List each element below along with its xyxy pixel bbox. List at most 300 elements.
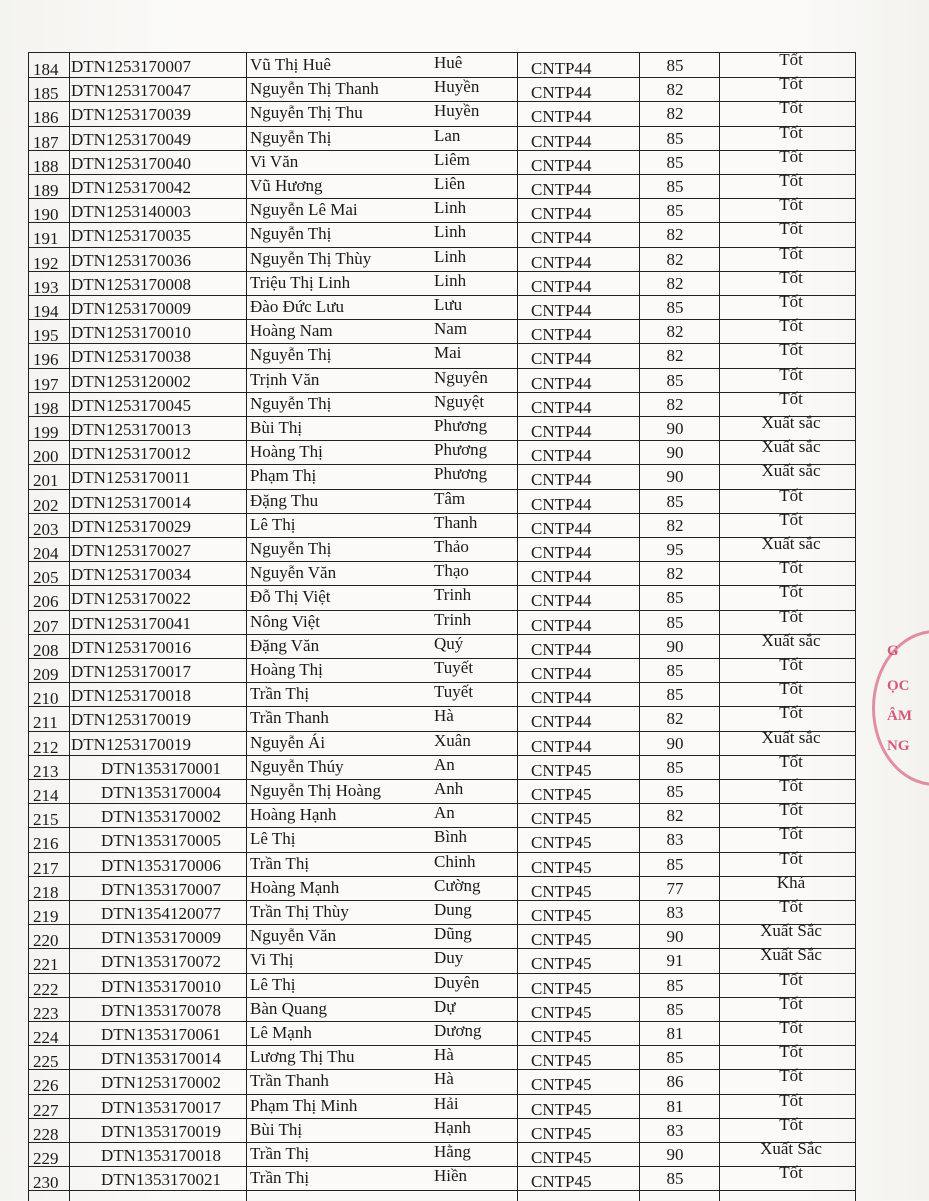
row-number: 200 — [33, 447, 59, 467]
student-given-name: Nguyên — [434, 367, 488, 387]
student-given-name: Anh — [434, 779, 464, 798]
rating: Xuất Sắc — [760, 921, 822, 941]
score: 82 — [666, 322, 684, 342]
rating: Tốt — [779, 848, 803, 868]
row-number: 223 — [33, 1003, 59, 1023]
score: 85 — [666, 201, 684, 221]
student-given-name: Mai — [434, 343, 462, 363]
score: 85 — [666, 999, 684, 1019]
class-name: CNTP45 — [531, 833, 592, 853]
row-number: 212 — [33, 737, 59, 757]
student-surname: Trần Thị — [250, 853, 310, 873]
row-number: 195 — [33, 326, 59, 346]
score: 82 — [666, 394, 684, 414]
row-number: 229 — [33, 1149, 59, 1168]
student-code: DTN1253170038 — [71, 347, 191, 367]
student-surname: Hoàng Nam — [250, 321, 333, 341]
row-number: 218 — [33, 882, 59, 902]
student-given-name: Linh — [434, 246, 467, 266]
score: 83 — [666, 903, 684, 922]
student-code: DTN1253170035 — [71, 226, 191, 246]
student-surname: Vũ Hương — [250, 176, 323, 195]
student-given-name: Quý — [434, 633, 464, 653]
table-row — [29, 146, 855, 176]
student-code: DTN1353170005 — [101, 831, 221, 851]
student-surname: Đào Đức Lưu — [250, 297, 344, 316]
student-surname: Nguyễn Thị — [250, 539, 332, 558]
student-surname: Nguyễn Thị — [250, 224, 332, 244]
student-code: DTN1253170018 — [71, 686, 191, 706]
student-given-name: Nguyệt — [434, 391, 485, 411]
student-given-name: Huê — [434, 53, 463, 72]
score: 77 — [666, 878, 684, 898]
student-surname: Nguyễn Thúy — [250, 756, 344, 776]
student-given-name: Huyền — [434, 77, 480, 97]
table-row — [29, 1018, 855, 1047]
score: 81 — [666, 1096, 684, 1116]
rating: Tốt — [779, 1042, 803, 1062]
rating: Tốt — [779, 98, 803, 118]
class-name: CNTP44 — [531, 494, 592, 514]
student-code: DTN1253170036 — [71, 250, 191, 270]
rating: Tốt — [779, 679, 803, 699]
rating: Xuất sắc — [761, 461, 821, 481]
class-name: CNTP44 — [531, 567, 592, 587]
rating: Tốt — [779, 776, 803, 795]
student-given-name: Dương — [434, 1021, 482, 1040]
score: 85 — [666, 612, 684, 632]
table-row — [29, 1163, 855, 1193]
score: 86 — [666, 1072, 684, 1092]
student-code: DTN1253170010 — [71, 323, 191, 343]
table-row — [29, 679, 855, 709]
rating: Tốt — [779, 219, 803, 239]
student-surname: Phạm Thị Minh — [250, 1095, 358, 1115]
row-number: 216 — [33, 834, 59, 854]
score: 83 — [666, 1120, 684, 1140]
class-name: CNTP44 — [531, 131, 592, 151]
table-row — [29, 171, 855, 200]
table-row — [29, 1090, 855, 1120]
student-surname: Phạm Thị — [250, 466, 317, 486]
score: 85 — [666, 128, 684, 148]
student-surname: Hoàng Thị — [250, 660, 323, 679]
rating: Tốt — [779, 74, 803, 94]
table-row — [29, 437, 855, 467]
class-name: CNTP44 — [531, 639, 592, 659]
student-surname: Lê Thị — [250, 514, 296, 534]
row-number: 203 — [33, 519, 59, 539]
student-code: DTN1253170011 — [71, 468, 191, 488]
student-surname: Nguyễn Lê Mai — [250, 200, 358, 220]
table-row — [29, 776, 855, 805]
student-code: DTN1253170012 — [71, 444, 191, 464]
student-code: DTN1353170078 — [101, 1000, 221, 1020]
student-given-name: Lưu — [434, 295, 463, 314]
student-code: DTN1253170014 — [71, 492, 191, 512]
rating: Xuất Sắc — [760, 1139, 822, 1158]
student-given-name: Linh — [434, 222, 467, 242]
table-row — [29, 509, 855, 539]
rating: Tốt — [779, 52, 803, 69]
student-code: DTN1253170007 — [71, 57, 191, 76]
class-name: CNTP44 — [531, 325, 592, 345]
row-number: 221 — [33, 955, 59, 975]
student-code: DTN1253170042 — [71, 178, 191, 197]
student-surname: Hoàng Thị — [250, 442, 323, 462]
student-given-name: Huyền — [434, 101, 480, 121]
student-code: DTN1253170045 — [71, 395, 191, 415]
row-number: 219 — [33, 907, 59, 926]
rating: Xuất Sắc — [760, 945, 822, 965]
student-given-name: Duyên — [434, 972, 480, 992]
student-given-name: Xuân — [434, 730, 471, 750]
score: 90 — [666, 636, 684, 656]
table-row — [29, 461, 855, 491]
row-number: 194 — [33, 302, 59, 321]
score: 83 — [666, 830, 684, 850]
table-row — [29, 413, 855, 442]
row-number: 199 — [33, 423, 59, 442]
rating: Tốt — [779, 655, 803, 674]
table-row — [29, 1114, 855, 1144]
rating: Xuất sắc — [761, 534, 821, 553]
student-given-name: Thạo — [434, 561, 469, 581]
student-surname: Nguyễn Thị Hoàng — [250, 781, 381, 800]
score: 90 — [666, 467, 684, 487]
row-number: 209 — [33, 665, 59, 684]
class-name: CNTP44 — [531, 252, 592, 272]
student-surname: Lê Mạnh — [250, 1023, 312, 1042]
rating: Tốt — [779, 993, 803, 1013]
student-given-name: Hà — [434, 1069, 454, 1089]
student-code: DTN1353170017 — [101, 1097, 221, 1117]
score: 85 — [666, 56, 684, 75]
student-surname: Hoàng Hạnh — [250, 805, 337, 825]
table-row — [29, 872, 855, 902]
score: 90 — [666, 419, 684, 438]
student-given-name: Lan — [434, 125, 461, 145]
class-name: CNTP44 — [531, 301, 592, 320]
rating: Tốt — [779, 388, 803, 408]
class-name: CNTP45 — [531, 1027, 592, 1046]
row-number: 208 — [33, 640, 59, 660]
student-given-name: Dung — [434, 900, 472, 919]
rating: Tốt — [779, 969, 803, 989]
score: 90 — [666, 1145, 684, 1164]
student-surname: Đặng Văn — [250, 635, 320, 655]
table-row — [29, 703, 855, 733]
row-number: 189 — [33, 181, 59, 200]
student-given-name: Phương — [434, 464, 488, 484]
row-number: 197 — [33, 374, 59, 394]
score: 85 — [666, 854, 684, 874]
student-code: DTN1253170019 — [71, 710, 191, 730]
class-name: CNTP44 — [531, 373, 592, 393]
class-name: CNTP45 — [531, 1051, 592, 1071]
class-name: CNTP45 — [531, 954, 592, 974]
student-code: DTN1253170049 — [71, 129, 191, 149]
rating: Tốt — [779, 316, 803, 336]
table-row — [29, 655, 855, 684]
row-number: 220 — [33, 931, 59, 951]
student-surname: Hoàng Mạnh — [250, 877, 340, 897]
class-name: CNTP44 — [531, 470, 592, 490]
class-name: CNTP44 — [531, 712, 592, 732]
class-name: CNTP44 — [531, 59, 592, 78]
table-row — [29, 243, 855, 273]
student-code: DTN1253170029 — [71, 516, 191, 536]
table-row — [29, 195, 855, 225]
student-surname: Nguyễn Thị — [250, 393, 332, 413]
score: 90 — [666, 443, 684, 463]
student-code: DTN1353170004 — [101, 783, 221, 802]
rating: Xuất sắc — [761, 413, 821, 432]
class-name: CNTP45 — [531, 1123, 592, 1143]
score: 82 — [666, 104, 684, 124]
student-code: DTN1253170019 — [71, 734, 191, 754]
row-number: 187 — [33, 132, 59, 152]
student-code: DTN1253170034 — [71, 565, 191, 585]
row-number: 204 — [33, 544, 59, 563]
student-code: DTN1353170061 — [101, 1025, 221, 1044]
class-name: CNTP44 — [531, 397, 592, 417]
student-surname: Trần Thị — [250, 1144, 310, 1163]
row-number: 201 — [33, 471, 59, 491]
row-number: 225 — [33, 1052, 59, 1072]
student-given-name: Trinh — [434, 585, 472, 605]
student-given-name: Hải — [434, 1093, 459, 1113]
student-surname: Nguyễn Thị — [250, 127, 332, 147]
student-given-name: Linh — [434, 270, 467, 290]
row-number: 215 — [33, 810, 59, 830]
rating: Tốt — [779, 897, 803, 916]
student-surname: Trần Thanh — [250, 1071, 329, 1091]
rating: Tốt — [779, 1163, 803, 1183]
class-name: CNTP45 — [531, 1099, 592, 1119]
class-name: CNTP45 — [531, 785, 592, 804]
row-number: 190 — [33, 205, 59, 225]
rating: Tốt — [779, 751, 803, 771]
rating: Tốt — [779, 267, 803, 287]
class-name: CNTP44 — [531, 736, 592, 756]
score: 85 — [666, 661, 684, 680]
class-name: CNTP44 — [531, 276, 592, 296]
student-code: DTN1253120002 — [71, 371, 191, 391]
rating: Khá — [776, 872, 806, 892]
rating: Xuất sắc — [761, 437, 821, 457]
rating: Tốt — [779, 1066, 803, 1086]
row-number: 192 — [33, 253, 59, 273]
student-code: DTN1353170072 — [101, 952, 221, 972]
rating: Tốt — [779, 292, 803, 311]
class-name: CNTP44 — [531, 204, 592, 224]
student-code: DTN1353170021 — [101, 1170, 221, 1190]
table-row — [29, 98, 855, 128]
rating: Tốt — [779, 582, 803, 602]
student-given-name: Cường — [434, 875, 481, 895]
score: 95 — [666, 540, 684, 559]
class-name: CNTP45 — [531, 978, 592, 998]
class-name: CNTP44 — [531, 591, 592, 611]
student-surname: Vũ Thị Huê — [250, 55, 331, 74]
student-given-name: Hà — [434, 1045, 454, 1065]
table-row — [29, 340, 855, 370]
student-given-name: Dự — [434, 996, 456, 1016]
class-name: CNTP44 — [531, 155, 592, 175]
class-name: CNTP45 — [531, 1002, 592, 1022]
score: 85 — [666, 975, 684, 995]
student-code: DTN1354120077 — [101, 904, 221, 923]
student-code: DTN1353170019 — [101, 1121, 221, 1141]
student-given-name: Hiền — [434, 1166, 468, 1186]
student-surname: Bàn Quang — [250, 998, 327, 1018]
class-name: CNTP44 — [531, 83, 592, 103]
table-row — [29, 824, 855, 854]
rating: Tốt — [779, 195, 803, 215]
rating: Tốt — [779, 146, 803, 166]
class-name: CNTP44 — [531, 422, 592, 441]
class-name: CNTP45 — [531, 1148, 592, 1167]
student-code: DTN1253170047 — [71, 81, 191, 101]
row-number: 191 — [33, 229, 59, 249]
student-given-name: An — [434, 803, 455, 823]
table-row — [29, 292, 855, 321]
table-row — [29, 921, 855, 951]
student-surname: Bùi Thị — [250, 418, 303, 437]
student-code: DTN1353170006 — [101, 855, 221, 875]
class-name: CNTP45 — [531, 809, 592, 829]
rating: Tốt — [779, 703, 803, 723]
student-given-name: Liêm — [434, 149, 470, 169]
row-number: 193 — [33, 277, 59, 297]
student-surname: Trần Thị — [250, 1168, 310, 1188]
table-row — [29, 1042, 855, 1072]
class-name: CNTP44 — [531, 518, 592, 538]
table-row — [29, 800, 855, 830]
row-number: 224 — [33, 1028, 59, 1047]
table-row — [29, 630, 855, 660]
student-given-name: Bình — [434, 827, 468, 847]
score: 82 — [666, 564, 684, 584]
student-given-name: Phương — [434, 416, 488, 435]
score: 82 — [666, 80, 684, 100]
row-number: 202 — [33, 495, 59, 515]
class-name: CNTP45 — [531, 1172, 592, 1192]
student-given-name: Phương — [434, 440, 488, 460]
student-given-name: Liên — [434, 174, 466, 193]
student-surname: Vi Văn — [250, 151, 299, 171]
student-given-name: Tuyết — [434, 658, 474, 677]
score: 85 — [666, 298, 684, 317]
student-code: DTN1353170001 — [101, 758, 221, 778]
row-number: 228 — [33, 1124, 59, 1144]
student-surname: Nguyễn Thị Thùy — [250, 248, 372, 268]
class-name: CNTP45 — [531, 930, 592, 950]
rating: Tốt — [779, 509, 803, 529]
student-code: DTN1253170039 — [71, 105, 191, 125]
student-surname: Nguyễn Ái — [250, 732, 326, 752]
student-code: DTN1253170022 — [71, 589, 191, 609]
student-surname: Bùi Thị — [250, 1119, 303, 1139]
score: 85 — [666, 1048, 684, 1068]
student-surname: Nguyễn Văn — [250, 563, 337, 583]
red-seal-stamp: G ỌC ÂM NG — [872, 630, 929, 786]
rating: Tốt — [779, 558, 803, 578]
class-name: CNTP45 — [531, 857, 592, 877]
student-surname: Nguyễn Thị — [250, 345, 332, 365]
table-row — [29, 122, 855, 152]
student-surname: Trần Thị — [250, 684, 310, 704]
student-code: DTN1353170009 — [101, 928, 221, 948]
class-name: CNTP44 — [531, 446, 592, 466]
score: 82 — [666, 249, 684, 269]
score: 85 — [666, 782, 684, 801]
row-number: 227 — [33, 1100, 59, 1120]
table-row — [29, 364, 855, 394]
score: 82 — [666, 515, 684, 535]
student-surname: Nguyễn Thị Thanh — [250, 79, 379, 99]
table-row — [29, 582, 855, 612]
row-number: 214 — [33, 786, 59, 805]
student-code: DTN1253170002 — [101, 1073, 221, 1093]
student-code: DTN1353170007 — [101, 879, 221, 899]
student-code: DTN1253170016 — [71, 637, 191, 657]
score: 85 — [666, 757, 684, 777]
rating: Xuất sắc — [761, 630, 821, 650]
student-given-name: Hạnh — [434, 1117, 471, 1137]
row-number: 217 — [33, 858, 59, 878]
student-surname: Nguyễn Văn — [250, 926, 337, 946]
class-name: CNTP45 — [531, 1075, 592, 1095]
score: 82 — [666, 709, 684, 729]
table-row — [29, 388, 855, 418]
student-code: DTN1253170027 — [71, 541, 191, 560]
row-number: 186 — [33, 108, 59, 128]
score: 85 — [666, 177, 684, 196]
table-row — [29, 727, 855, 757]
row-number: 205 — [33, 568, 59, 588]
student-code: DTN1253170017 — [71, 662, 191, 681]
student-surname: Triệu Thị Linh — [250, 272, 351, 292]
score: 85 — [666, 685, 684, 705]
student-given-name: Tuyết — [434, 682, 474, 702]
table-row — [29, 1139, 855, 1168]
student-surname: Trịnh Văn — [250, 369, 320, 389]
rating: Tốt — [779, 1114, 803, 1134]
row-number: 207 — [33, 616, 59, 636]
student-results-table — [28, 52, 856, 1201]
student-surname: Lương Thị Thu — [250, 1047, 355, 1067]
row-number: 185 — [33, 84, 59, 104]
score: 85 — [666, 152, 684, 172]
table-row — [29, 485, 855, 515]
student-code: DTN1353170018 — [101, 1146, 221, 1165]
score: 82 — [666, 346, 684, 366]
row-number: 198 — [33, 398, 59, 418]
class-name: CNTP44 — [531, 228, 592, 248]
class-name: CNTP44 — [531, 543, 592, 562]
class-name: CNTP44 — [531, 688, 592, 708]
class-name: CNTP44 — [531, 664, 592, 683]
rating: Tốt — [779, 606, 803, 626]
student-surname: Đỗ Thị Việt — [250, 587, 331, 607]
student-code: DTN1353170014 — [101, 1049, 221, 1069]
student-given-name: Hằng — [434, 1142, 471, 1161]
rating: Tốt — [779, 243, 803, 263]
row-number: 230 — [33, 1173, 59, 1193]
student-given-name: Hà — [434, 706, 454, 726]
